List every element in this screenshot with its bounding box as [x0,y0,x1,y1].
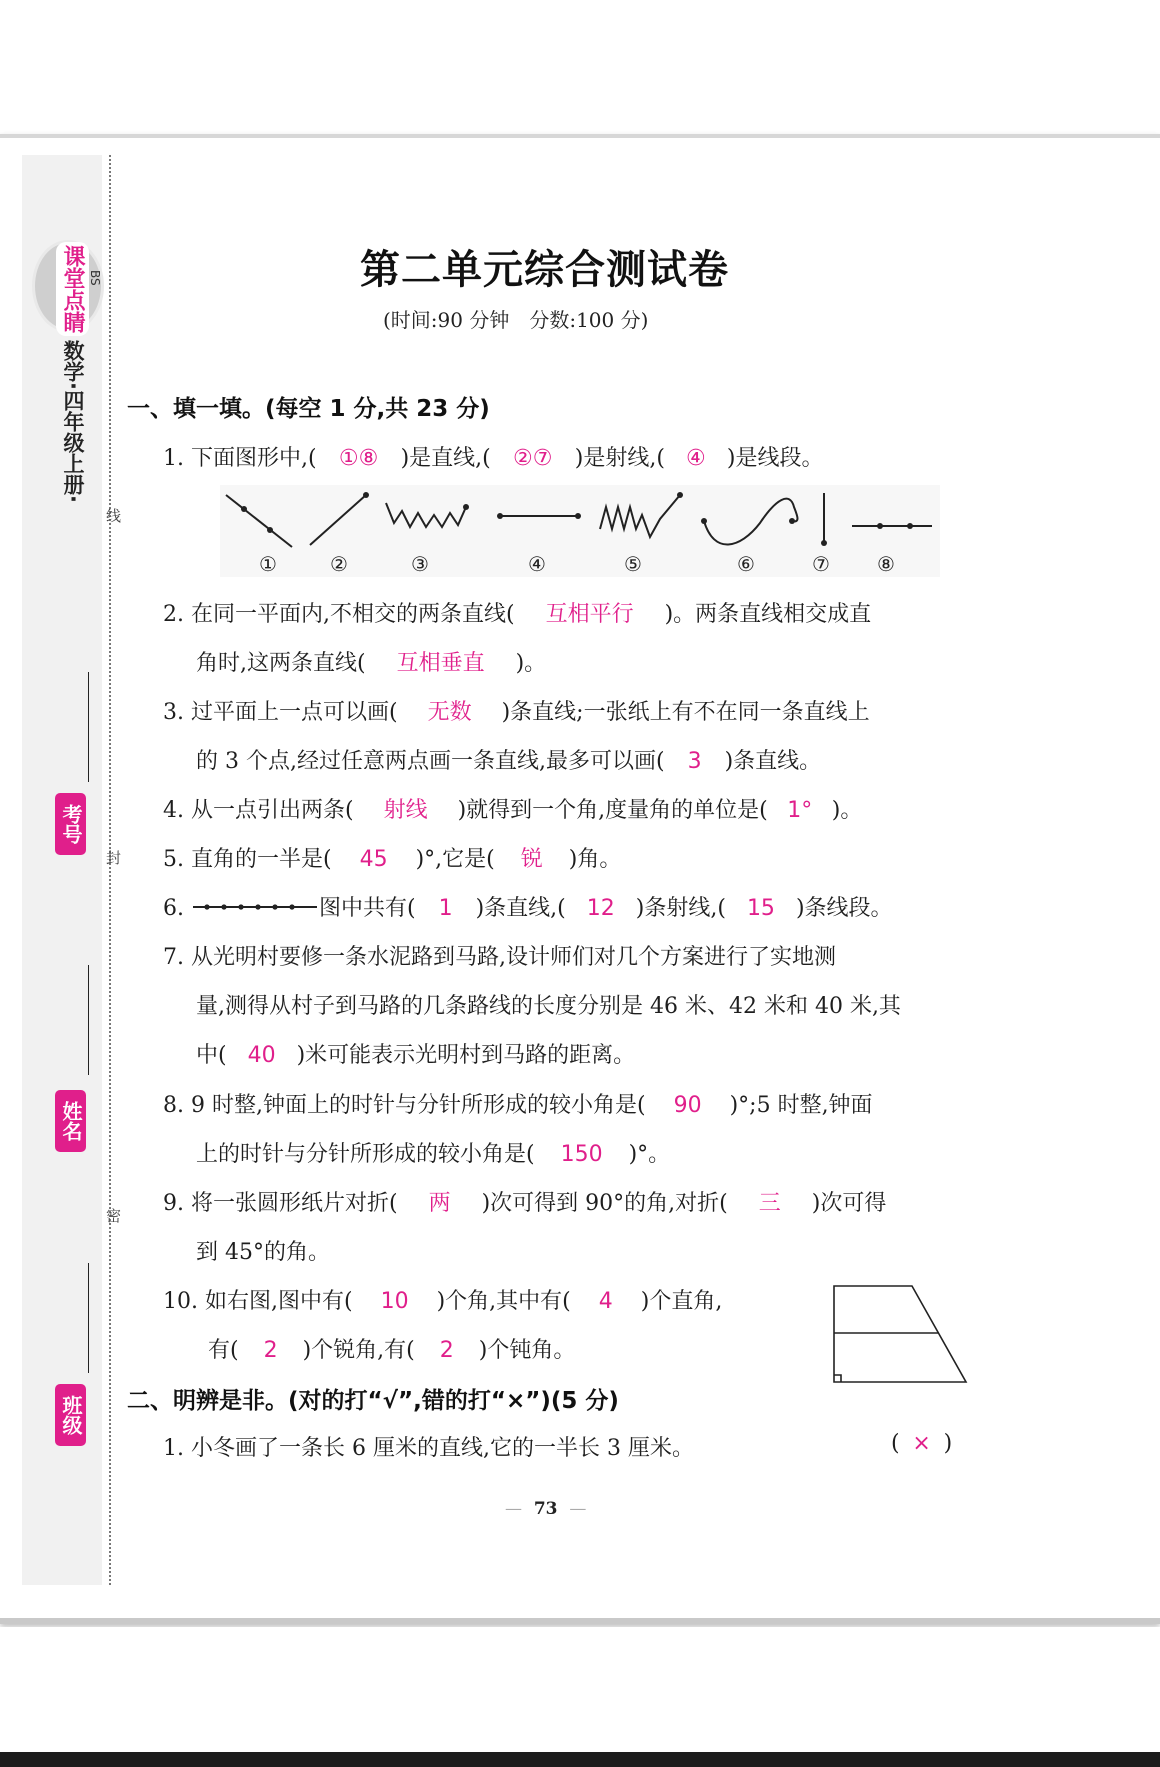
answer-blank: 互相垂直 [396,651,485,676]
answer-blank: 2 [439,1338,454,1363]
question-text: 过平面上一点可以画( [191,700,398,725]
question-number: 7. [163,945,184,970]
answer-blank: 15 [746,896,775,921]
figure-label: ⑧ [877,552,895,576]
question-1-7-cont: 量,测得从村子到马路的几条路线的长度分别是 46 米、42 米和 40 米,其 [196,994,901,1019]
question-1-9-cont: 到 45°的角。 [196,1240,330,1265]
answer-blank: 2 [263,1338,278,1363]
bracket: ( [891,1431,900,1456]
question-2-1 [163,1431,694,1462]
question-text: )个直角, [640,1289,723,1314]
question-text: 中( [196,1043,227,1068]
question-text: )条线段。 [795,896,893,921]
dotted-line-figure [191,897,319,917]
answer-blank: 150 [560,1142,603,1167]
answer-blank: 12 [586,896,615,921]
question-text: )。 [831,798,863,823]
exam-no-blank [88,672,89,782]
cut-line-tag-dense: 密 [104,1208,122,1223]
question-text: )°;5 时整,钟面 [729,1093,873,1118]
answer-blank: 3 [687,749,702,774]
question-text: )个锐角,有( [302,1338,415,1363]
question-1-1 [163,441,824,472]
bottom-margin [0,1627,1160,1752]
class-label: 班级 [55,1384,86,1446]
question-text: )°。 [628,1142,671,1167]
question-number: 3. [163,700,184,725]
cut-line [109,155,111,1585]
answer-blank: ②⑦ [513,446,553,471]
bracket: ) [943,1431,953,1456]
exam-no-label: 考号 [55,793,86,855]
question-text: )。两条直线相交成直 [664,602,872,627]
bottom-bar [0,1752,1160,1767]
answer-blank: 无数 [427,700,472,725]
question-text: 有( [208,1338,239,1363]
page-title: 第二单元综合测试卷 [360,246,729,293]
question-number: 5. [163,847,184,872]
answer-blank: 射线 [383,798,428,823]
question-number: 2. [163,602,184,627]
figure-label: ⑤ [624,552,642,576]
brand-badge-text: 课堂点睛 [56,242,89,336]
answer-blank: 两 [428,1191,451,1216]
question-text: )个钝角。 [478,1338,576,1363]
page-footer [505,1499,586,1519]
figure-label: ② [330,552,348,576]
question-number: 1. [163,446,184,471]
answer-blank: 1 [438,896,453,921]
question-number: 1. [163,1436,184,1461]
class-blank [88,1263,89,1373]
page-subtitle: (时间:90 分钟 分数:100 分) [383,308,649,332]
question-text: )角。 [568,847,622,872]
figure-label: ③ [411,552,429,576]
question-text: )是线段。 [726,446,824,471]
cut-line-tag-seal: 封 [104,850,122,865]
question-1-3 [163,695,870,726]
footer-dash: — [505,1499,522,1519]
question-number: 10. [163,1289,198,1314]
question-1-2 [163,597,871,628]
line-figures [220,485,940,577]
question-text: 的 3 个点,经过任意两点画一条直线,最多可以画( [196,749,665,774]
question-text: 在同一平面内,不相交的两条直线( [191,602,515,627]
book-info: 数学·四年级上册· [61,340,85,503]
brand-badge-sub: BS [88,270,102,286]
question-text: 直角的一半是( [191,847,332,872]
section-1-heading: 一、填一填。(每空 1 分,共 23 分) [127,396,490,422]
figure-label: ④ [528,552,546,576]
question-text: 上的时针与分针所形成的较小角是( [196,1142,535,1167]
question-text: )就得到一个角,度量角的单位是( [457,798,768,823]
question-text: )次可得 [811,1191,887,1216]
question-1-6 [163,891,893,922]
question-text: )米可能表示光明村到马路的距离。 [296,1043,636,1068]
question-text: )°,它是( [415,847,495,872]
question-text: )次可得到 90°的角,对折( [481,1191,728,1216]
answer-blank: 三 [758,1191,781,1216]
question-number: 8. [163,1093,184,1118]
question-1-10 [163,1284,722,1315]
question-text: 如右图,图中有( [205,1289,353,1314]
question-1-8 [163,1088,873,1119]
question-1-10-cont [208,1333,575,1364]
answer-blank: ①⑧ [338,446,379,471]
cut-line-tag-line: 线 [104,508,122,523]
footer-dash: — [569,1499,587,1519]
name-blank [88,965,89,1075]
answer-blank: 10 [380,1289,409,1314]
answer-blank: 1° [787,798,813,823]
section-2-heading: 二、明辨是非。(对的打“√”,错的打“×”)(5 分) [127,1388,619,1414]
question-text: 从光明村要修一条水泥路到马路,设计师们对几个方案进行了实地测 [191,945,836,970]
question-text: 9 时整,钟面上的时针与分针所形成的较小角是( [191,1093,646,1118]
page-number: 73 [533,1499,558,1519]
question-number: 6. [163,896,184,921]
question-1-5 [163,842,621,873]
answer-blank: 互相平行 [545,602,634,627]
question-text: 图中共有( [319,896,416,921]
question-number: 9. [163,1191,184,1216]
question-1-2-cont [196,646,546,677]
figure-label: ⑥ [737,552,755,576]
question-text: 角时,这两条直线( [196,651,366,676]
judgement-box [891,1431,952,1456]
name-label: 姓名 [55,1090,86,1152]
answer-blank: 45 [359,847,388,872]
question-text: )条射线,( [635,896,726,921]
question-1-7 [163,940,836,971]
question-text: 小冬画了一条长 6 厘米的直线,它的一半长 3 厘米。 [191,1436,694,1461]
judgement-answer: × [912,1431,931,1456]
question-text: )个角,其中有( [436,1289,571,1314]
question-text: 将一张圆形纸片对折( [191,1191,398,1216]
answer-blank: 40 [247,1043,276,1068]
question-text: )。 [515,651,547,676]
figure-label: ⑦ [812,552,830,576]
question-1-4 [163,793,862,824]
top-margin [0,0,1160,130]
question-text: )是射线,( [574,446,665,471]
question-1-9 [163,1186,886,1217]
question-text: 从一点引出两条( [191,798,354,823]
question-1-7-cont2 [196,1038,635,1069]
question-text: )是直线,( [400,446,491,471]
question-number: 4. [163,798,184,823]
figure-label: ① [259,552,277,576]
question-text: )条直线,( [475,896,566,921]
question-text: )条直线;一张纸上有不在同一条直线上 [501,700,870,725]
answer-blank: 90 [673,1093,702,1118]
trapezoid-figure [828,1280,972,1386]
answer-blank: 4 [598,1289,613,1314]
question-text: 下面图形中,( [191,446,317,471]
answer-blank: ④ [686,446,706,471]
answer-blank: 锐 [520,847,543,872]
question-text: )条直线。 [724,749,822,774]
question-1-3-cont [196,744,821,775]
question-1-8-cont [196,1137,670,1168]
